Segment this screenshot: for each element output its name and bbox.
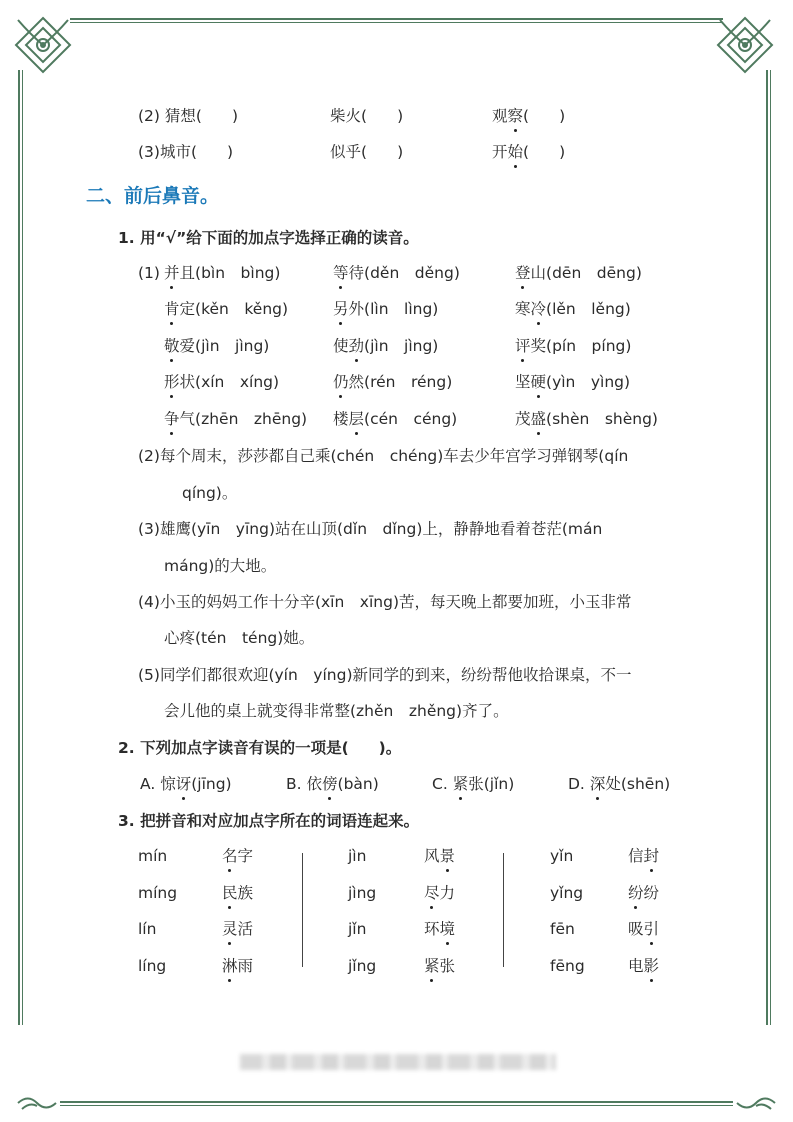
frame-top-line-inner — [70, 22, 723, 23]
q1-item: 并且(bìn bìng) — [164, 264, 281, 282]
question-2-title: 2. 下列加点字读音有误的一项是( )。 — [118, 739, 402, 757]
q3-word: 紧张 — [424, 957, 456, 975]
frame-bottom-line — [60, 1101, 733, 1103]
q2-option-a: A. 惊讶(jīng) — [140, 775, 232, 793]
blurred-footer — [240, 1054, 556, 1070]
q1-item: 坚硬(yìn yìng) — [515, 373, 631, 391]
q3-pinyin: jìn — [348, 847, 367, 865]
q1-item: 形状(xín xíng) — [164, 373, 280, 391]
q3-word: 环境 — [424, 920, 456, 938]
q3-word: 淋雨 — [222, 957, 254, 975]
q3-pinyin: fēn — [550, 920, 575, 938]
column-divider — [503, 853, 504, 967]
q3-word: 灵活 — [222, 920, 254, 938]
q3-pinyin: jǐn — [348, 920, 367, 938]
corner-ornament-bottom-left-icon — [14, 1092, 60, 1114]
frame-right-line — [766, 70, 768, 1025]
q3-pinyin: lín — [138, 920, 157, 938]
frame-right-line-inner — [770, 70, 771, 1025]
corner-ornament-bottom-right-icon — [733, 1092, 779, 1114]
q1-group2-line1: (2)每个周末，莎莎都自己乘(chén chéng)车去少年宫学习弹钢琴(qín — [138, 447, 629, 465]
q2-option-b: B. 依傍(bàn) — [286, 775, 379, 793]
part1-row-2-c: 观察( ) — [492, 107, 566, 125]
q1-item: 茂盛(shèn shèng) — [515, 410, 658, 428]
q3-pinyin: fēng — [550, 957, 585, 975]
q3-pinyin: míng — [138, 884, 178, 902]
q3-pinyin: yǐn — [550, 847, 574, 865]
q1-group5-line2: 会儿他的桌上就变得非常整(zhěn zhěng)齐了。 — [164, 702, 509, 720]
frame-top-line — [70, 18, 723, 20]
word-cai-xiang: 猜想( ) — [164, 107, 239, 125]
q3-pinyin: líng — [138, 957, 167, 975]
q3-word: 信封 — [628, 847, 660, 865]
frame-left-line-inner — [22, 70, 23, 1025]
q3-pinyin: mín — [138, 847, 168, 865]
q1-group1-label: (1) — [138, 264, 160, 282]
column-divider — [302, 853, 303, 967]
q3-pinyin: jǐng — [348, 957, 377, 975]
q1-group2-line2: qíng)。 — [182, 484, 238, 502]
q2-option-d: D. 深处(shēn) — [568, 775, 671, 793]
q1-item: 肯定(kěn kěng) — [164, 300, 289, 318]
part1-row-2-b: 柴火( ) — [330, 107, 404, 125]
q1-group3-line2: máng)的大地。 — [164, 557, 277, 575]
q1-group5-line1: (5)同学们都很欢迎(yín yíng)新同学的到来，纷纷帮他收拾课桌，不一 — [138, 666, 632, 684]
q1-item: 寒冷(lěn lěng) — [515, 300, 631, 318]
frame-bottom-line-inner — [60, 1105, 733, 1106]
q1-item: 楼层(cén céng) — [333, 410, 458, 428]
q1-item: 敬爱(jìn jìng) — [164, 337, 270, 355]
part1-row-3-b: 似乎( ) — [330, 143, 404, 161]
q3-word: 风景 — [424, 847, 456, 865]
q1-group4-line2: 心疼(tén téng)她。 — [164, 629, 315, 647]
q1-item: 使劲(jìn jìng) — [333, 337, 439, 355]
q1-group4-line1: (4)小玉的妈妈工作十分辛(xīn xīng)苦，每天晚上都要加班，小玉非常 — [138, 593, 632, 611]
question-3-title: 3. 把拼音和对应加点字所在的词语连起来。 — [118, 812, 420, 830]
part1-row-2: (2) 猜想( ) — [138, 107, 239, 125]
section-2-title: 二、前后鼻音。 — [86, 185, 220, 207]
q1-item: 登山(dēn dēng) — [515, 264, 642, 282]
q1-group3-line1: (3)雄鹰(yīn yīng)站在山顶(dǐn dǐng)上，静静地看着苍茫(mán — [138, 520, 603, 538]
q3-word: 纷纷 — [628, 884, 660, 902]
q1-item: 争气(zhēn zhēng) — [164, 410, 308, 428]
part1-row-3-c: 开始( ) — [492, 143, 566, 161]
frame-left-line — [18, 70, 20, 1025]
q1-item: 等待(děn děng) — [333, 264, 460, 282]
q3-word: 电影 — [628, 957, 660, 975]
corner-ornament-top-left-icon — [10, 12, 76, 78]
q3-word: 名字 — [222, 847, 254, 865]
corner-ornament-top-right-icon — [712, 12, 778, 78]
q3-pinyin: yǐng — [550, 884, 584, 902]
q3-pinyin: jìng — [348, 884, 377, 902]
q3-word: 民族 — [222, 884, 254, 902]
q3-word: 吸引 — [628, 920, 660, 938]
q1-item: 另外(lìn lìng) — [333, 300, 439, 318]
part1-row-3: (3)城市( ) — [138, 143, 234, 161]
q2-option-c: C. 紧张(jǐn) — [432, 775, 515, 793]
question-1-title: 1. 用“√”给下面的加点字选择正确的读音。 — [118, 229, 419, 247]
q3-word: 尽力 — [424, 884, 456, 902]
q1-item: 仍然(rén réng) — [333, 373, 453, 391]
q1-item: 评奖(pín píng) — [515, 337, 632, 355]
